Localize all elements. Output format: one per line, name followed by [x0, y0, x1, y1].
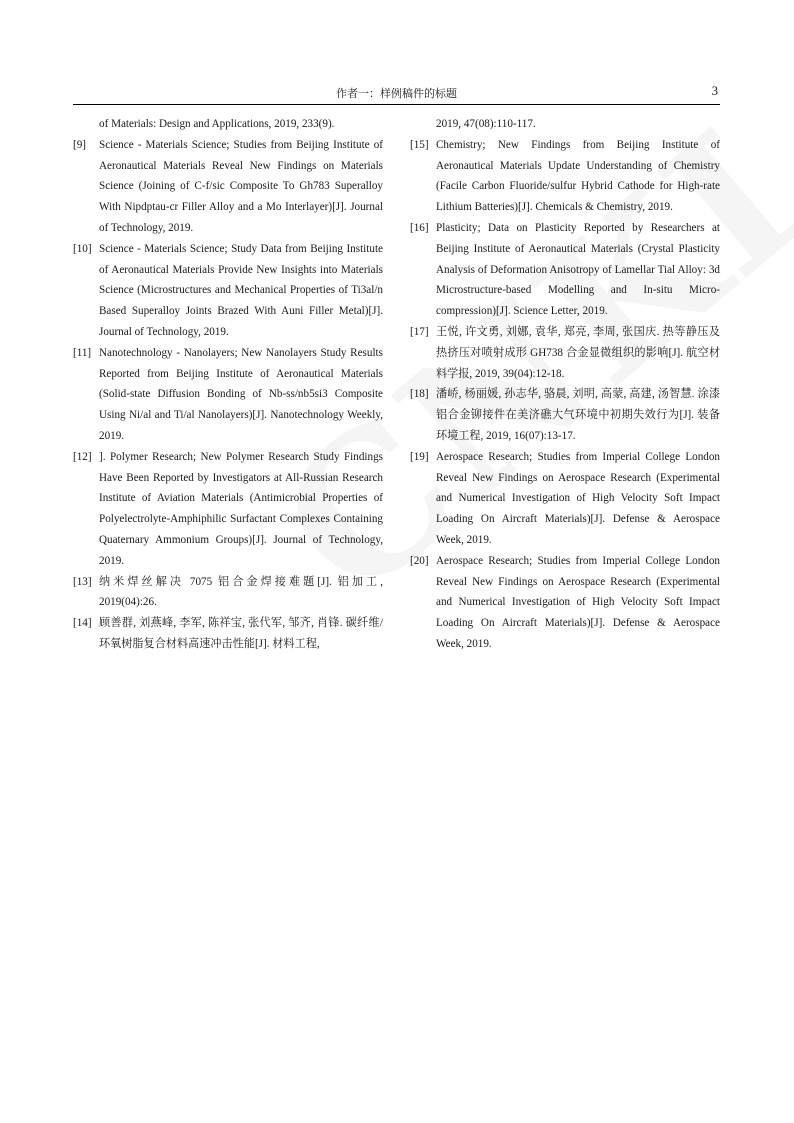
- reference-item: [410, 218, 720, 322]
- reference-number: [12]: [73, 450, 92, 463]
- reference-item: [410, 135, 720, 218]
- reference-item: [73, 613, 383, 655]
- reference-text: 顾善群, 刘燕峰, 李军, 陈祥宝, 张代军, 邹齐, 肖锋. 碳纤维/环氧树脂复合材料高速冲击性能[J]. 材料工程,: [99, 617, 383, 650]
- reference-column-left: [73, 114, 383, 655]
- reference-item: [410, 322, 720, 384]
- reference-item: [410, 384, 720, 446]
- reference-number: [17]: [410, 325, 429, 338]
- reference-number: [20]: [410, 554, 429, 567]
- reference-text: Aerospace Research; Studies from Imperial College London Reveal New Findings on Aerospace Research (Experimental and Numerical Investigation of High Velocity Soft Impact Loading On Aircraft Materials)[J]. Defense & Aerospace Week, 2019.: [436, 554, 720, 650]
- reference-number: [19]: [410, 450, 429, 463]
- page-number: 3: [711, 84, 718, 98]
- reference-text: 潘峤, 杨丽媛, 孙志华, 骆晨, 刘明, 高蒙, 高建, 汤智慧. 涂漆铝合金铆接件在美济礁大气环境中初期失效行为[J]. 装备环境工程, 2019, 16(07):13-17.: [436, 388, 720, 442]
- reference-text: Nanotechnology - Nanolayers; New Nanolayers Study Results Reported from Beijing Institute of Aeronautical Materials (Solid-state Diffusion Bonding of Nb-ss/nb5si3 Composite Using Ni/al and Ti/al Nanolayers)[J]. Nanotechnology Weekly, 2019.: [99, 346, 383, 442]
- page-header: [73, 84, 720, 105]
- reference-item: [73, 447, 383, 572]
- reference-item: [73, 572, 383, 614]
- reference-text: Science - Materials Science; Studies from Beijing Institute of Aeronautical Materials Reveal New Findings on Materials Science (Joining of C-f/sic Composite To Gh783 Superalloy With Nipdptau-cr Filler Alloy and a Mo Interlayer)[J]. Journal of Technology, 2019.: [99, 138, 383, 234]
- running-title: 作者一：样例稿件的标题: [336, 87, 457, 100]
- reference-column-right: [410, 114, 720, 655]
- reference-text: Chemistry; New Findings from Beijing Institute of Aeronautical Materials Update Understanding of Chemistry (Facile Carbon Fluoride/sulfur Hybrid Cathode for High-rate Lithium Batteries)[J]. Chemicals & Chemistry, 2019.: [436, 138, 720, 214]
- reference-item: [73, 114, 383, 135]
- reference-text: Plasticity; Data on Plasticity Reported by Researchers at Beijing Institute of Aeronautical Materials (Crystal Plasticity Analysis of Deformation Anisotropy of Lamellar Tial Alloy: 3d Microstructure-based Modelling and In-situ Micro-compression)[J]. Science Letter, 2019.: [436, 221, 720, 318]
- reference-number: [13]: [73, 575, 92, 588]
- reference-text: of Materials: Design and Applications, 2019, 233(9).: [99, 118, 335, 130]
- reference-number: [14]: [73, 617, 92, 630]
- reference-item: [73, 135, 383, 239]
- reference-item: [73, 343, 383, 447]
- reference-number: [9]: [73, 138, 86, 151]
- reference-item: [410, 551, 720, 655]
- reference-number: [15]: [410, 138, 429, 151]
- reference-number: [10]: [73, 242, 92, 255]
- reference-number: [16]: [410, 221, 429, 234]
- reference-item: [410, 114, 720, 135]
- reference-text: 王悦, 许文勇, 刘娜, 袁华, 郑亮, 李周, 张国庆. 热等静压及热挤压对喷射成形 GH738 合金显微组织的影响[J]. 航空材料学报, 2019, 39(04):12-18.: [436, 325, 720, 380]
- reference-text: Aerospace Research; Studies from Imperial College London Reveal New Findings on Aerospace Research (Experimental and Numerical Investigation of High Velocity Soft Impact Loading On Aircraft Materials)[J]. Defense & Aerospace Week, 2019.: [436, 450, 720, 546]
- reference-number: [11]: [73, 346, 92, 359]
- reference-number: [18]: [410, 388, 429, 401]
- reference-text: ]. Polymer Research; New Polymer Research Study Findings Have Been Reported by Investigators at All-Russian Research Institute of Aviation Materials (Antimicrobial Properties of Polyelectrolyte-Amphiphilic Surfactant Complexes Containing Quaternary Ammonium Groups)[J]. Journal of Technology, 2019.: [99, 450, 383, 567]
- reference-text: Science - Materials Science; Study Data from Beijing Institute of Aeronautical Materials Provide New Insights into Materials Science (Microstructures and Mechanical Properties of Ti3al/n Based Superalloy Joints Brazed With Auni Filler Metal)[J]. Journal of Technology, 2019.: [99, 242, 383, 338]
- reference-item: [73, 239, 383, 343]
- reference-text: 2019, 47(08):110-117.: [436, 118, 536, 130]
- reference-text: 纳米焊丝解决 7075 铝合金焊接难题[J]. 铝加工, 2019(04):26.: [99, 575, 383, 609]
- reference-item: [410, 447, 720, 551]
